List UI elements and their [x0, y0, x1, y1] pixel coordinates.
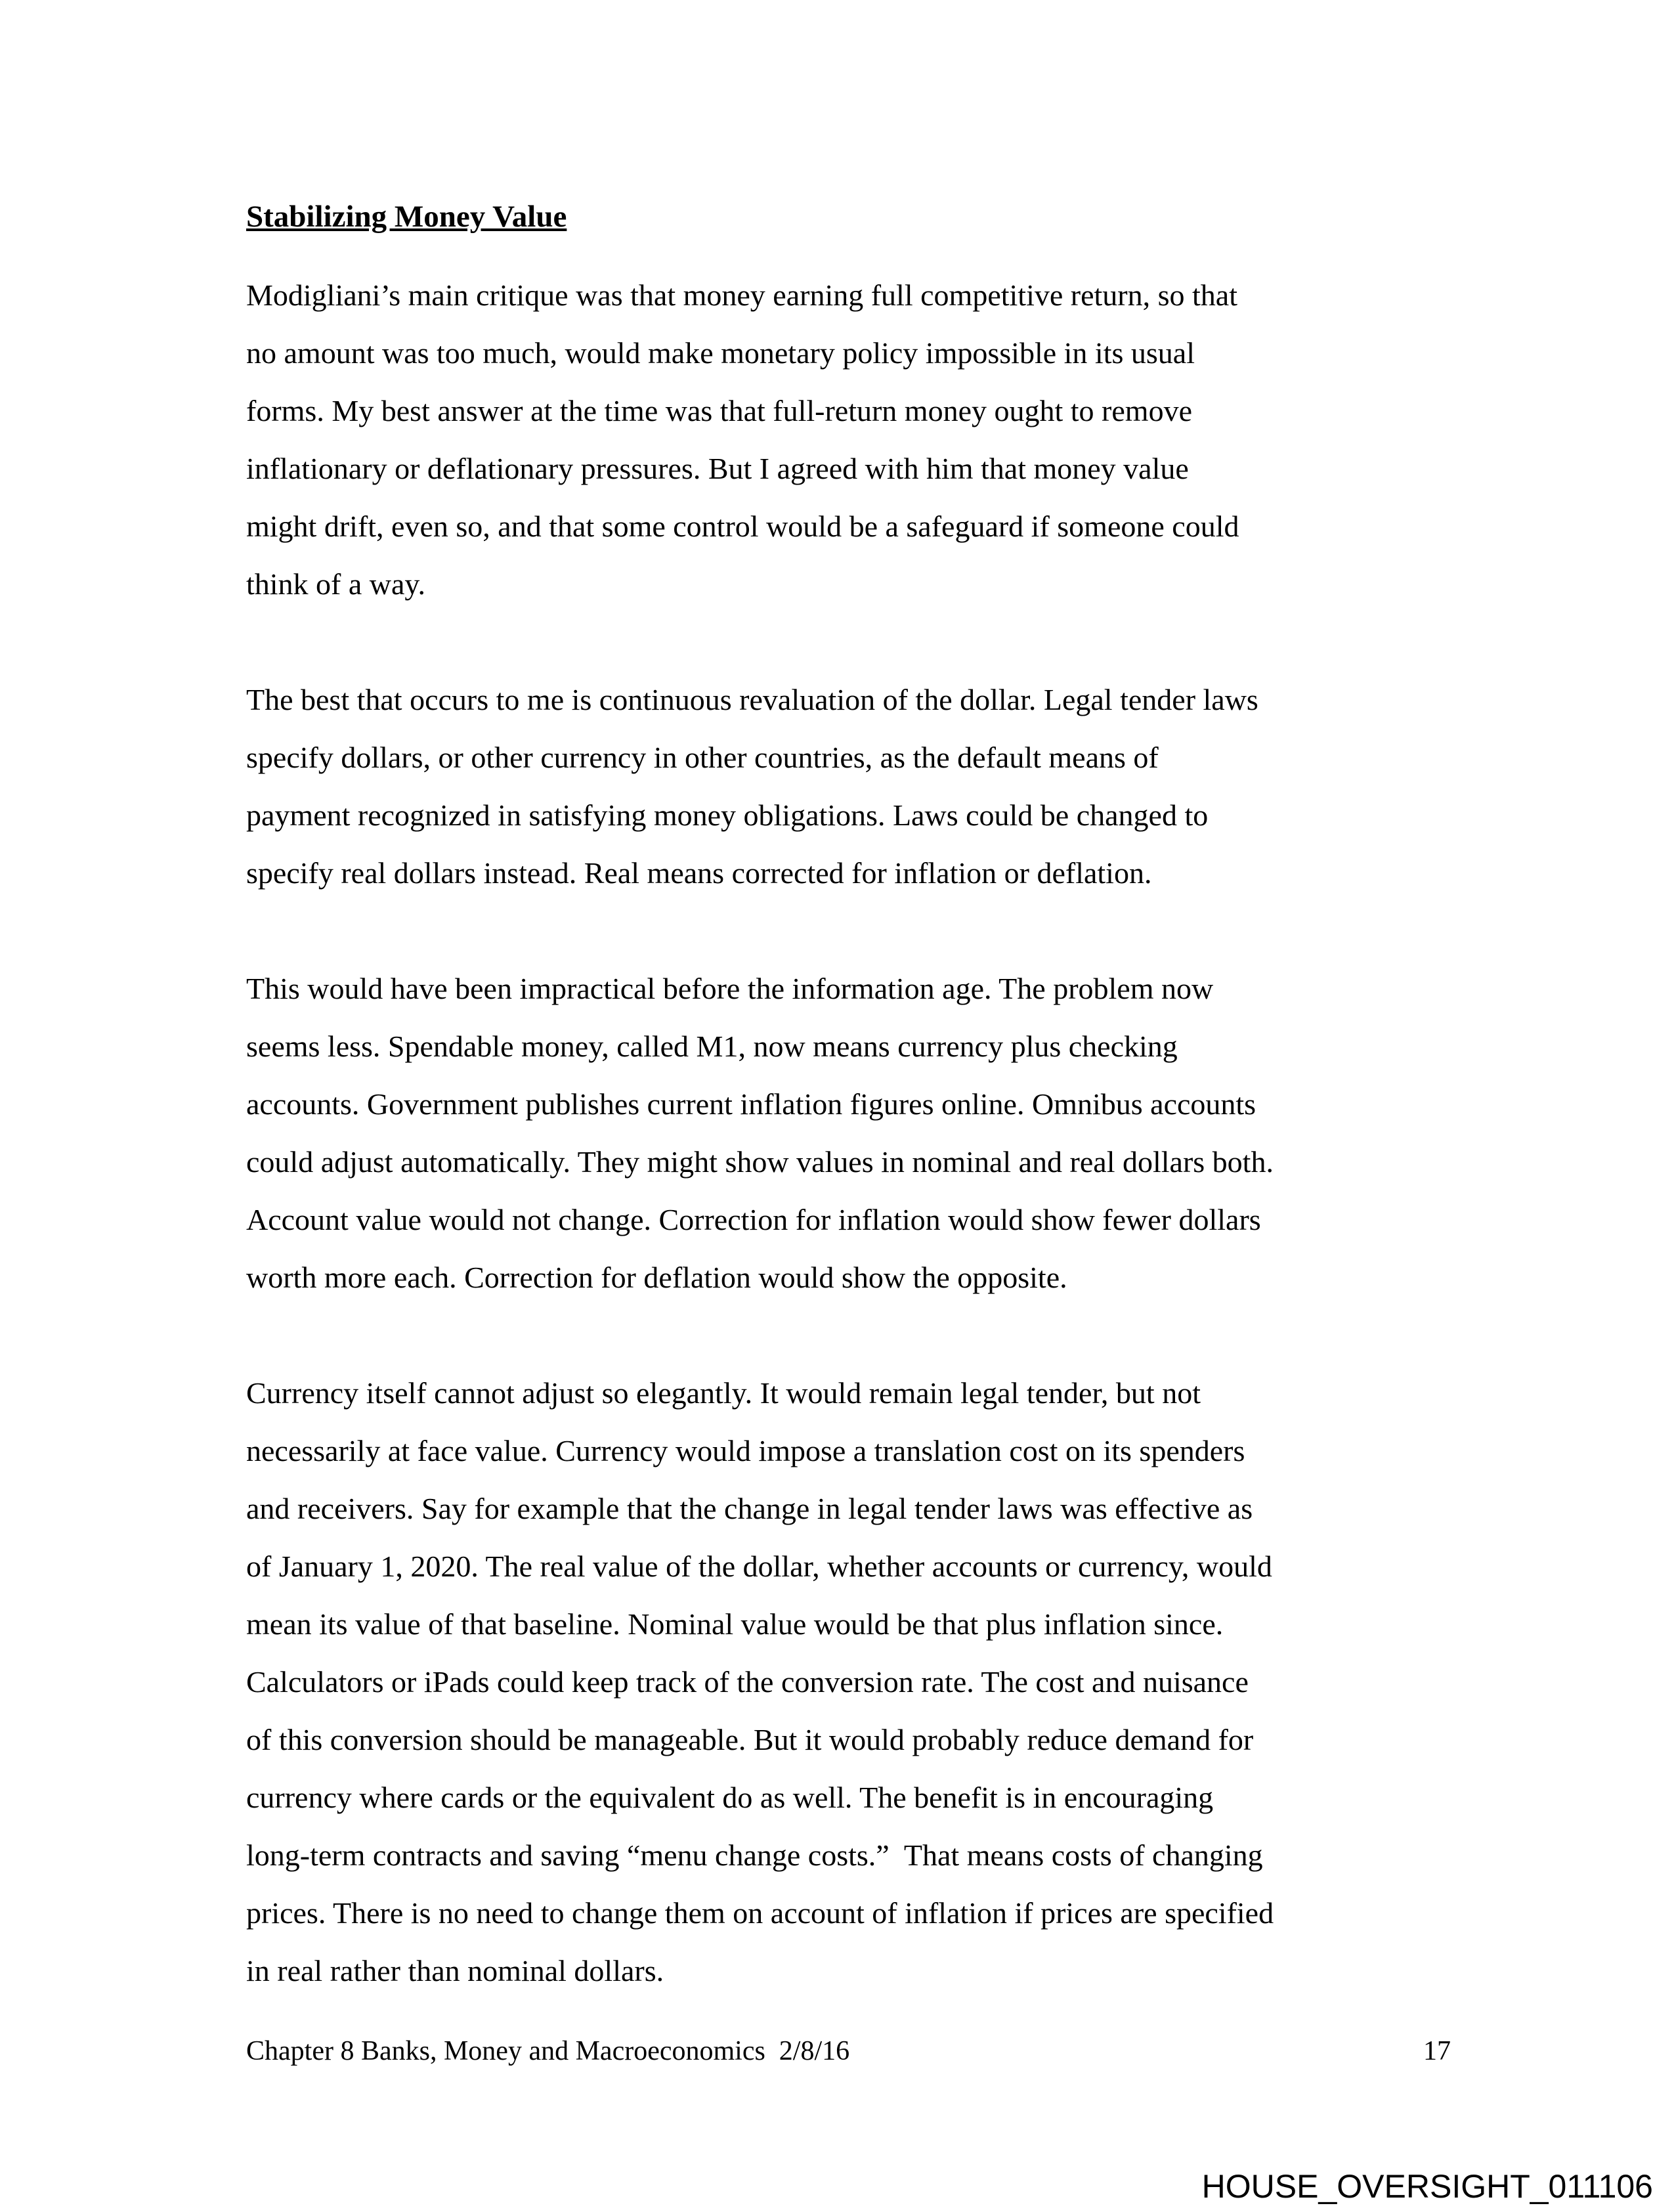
paragraph-1-line: Modigliani’s main critique was that money earning full competitive return, so that: [246, 278, 1237, 312]
paragraph-1-line: no amount was too much, would make monetary policy impossible in its usual: [246, 336, 1195, 370]
paragraph-3-line: could adjust automatically. They might show values in nominal and real dollars both.: [246, 1145, 1274, 1179]
paragraph-4-line: mean its value of that baseline. Nominal value would be that plus inflation since.: [246, 1607, 1224, 1641]
paragraph-3-line: seems less. Spendable money, called M1, now means currency plus checking: [246, 1030, 1178, 1063]
footer-chapter-info: Chapter 8 Banks, Money and Macroeconomics 2/8/16: [246, 2036, 850, 2066]
paragraph-1-line: inflationary or deflationary pressures. But I agreed with him that money value: [246, 452, 1189, 485]
paragraph-1-line: think of a way.: [246, 567, 425, 601]
paragraph-4-line: necessarily at face value. Currency would impose a translation cost on its spenders: [246, 1434, 1245, 1467]
paragraph-3: [246, 960, 1493, 1307]
paragraph-3-line: accounts. Government publishes current inflation figures online. Omnibus accounts: [246, 1087, 1256, 1121]
paragraph-1-line: forms. My best answer at the time was that full-return money ought to remove: [246, 394, 1192, 427]
bates-stamp: HOUSE_OVERSIGHT_011106: [1201, 2168, 1653, 2205]
paragraph-4-line: long-term contracts and saving “menu change costs.” That means costs of changing: [246, 1838, 1263, 1872]
paragraph-2-line: specify dollars, or other currency in other countries, as the default means of: [246, 741, 1159, 774]
paragraph-4-line: of this conversion should be manageable. But it would probably reduce demand for: [246, 1723, 1254, 1756]
paragraph-4-line: and receivers. Say for example that the change in legal tender laws was effective as: [246, 1492, 1253, 1525]
section-heading: Stabilizing Money Value: [246, 200, 567, 234]
paragraph-4-line: in real rather than nominal dollars.: [246, 1954, 664, 1987]
paragraph-1: [246, 267, 1493, 613]
paragraph-3-line: Account value would not change. Correction for inflation would show fewer dollars: [246, 1203, 1261, 1236]
paragraph-2-line: payment recognized in satisfying money obligations. Laws could be changed to: [246, 798, 1209, 832]
paragraph-2: [246, 671, 1493, 902]
paragraph-4-line: Currency itself cannot adjust so elegantly. It would remain legal tender, but not: [246, 1376, 1201, 1410]
paragraph-4-line: Calculators or iPads could keep track of the conversion rate. The cost and nuisance: [246, 1665, 1249, 1699]
paragraph-2-line: specify real dollars instead. Real means corrected for inflation or deflation.: [246, 856, 1152, 890]
paragraph-3-line: worth more each. Correction for deflation would show the opposite.: [246, 1261, 1067, 1294]
paragraph-2-line: The best that occurs to me is continuous revaluation of the dollar. Legal tender laws: [246, 683, 1258, 716]
paragraph-4-line: currency where cards or the equivalent do as well. The benefit is in encouraging: [246, 1781, 1214, 1814]
paragraph-4-line: of January 1, 2020. The real value of the dollar, whether accounts or currency, would: [246, 1550, 1272, 1583]
paragraph-4: [246, 1364, 1493, 2000]
paragraph-3-line: This would have been impractical before the information age. The problem now: [246, 972, 1214, 1005]
paragraph-4-line: prices. There is no need to change them on account of inflation if prices are specified: [246, 1896, 1274, 1930]
footer-page-number: 17: [1423, 2036, 1451, 2066]
paragraph-1-line: might drift, even so, and that some control would be a safeguard if someone could: [246, 510, 1239, 543]
